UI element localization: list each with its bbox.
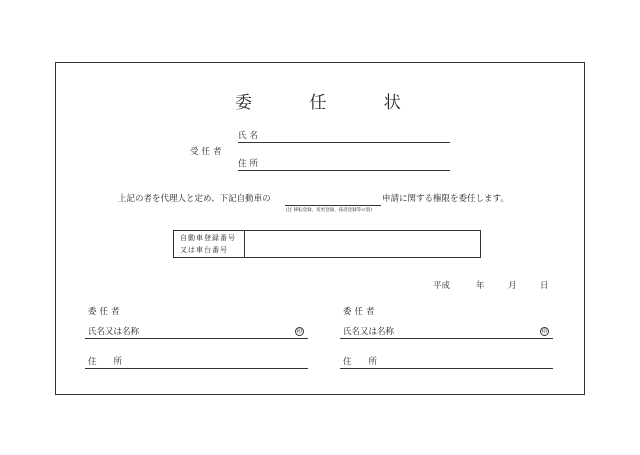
application-type-note: (注 移転登録、変更登録、抹消登録等の別) <box>286 208 372 213</box>
statement-after: 申請に関する権限を委任します。 <box>382 194 509 204</box>
grantor-right-name-line <box>340 338 553 339</box>
grantor-left-address-line <box>85 368 308 369</box>
grantee-name-label: 氏名 <box>238 131 262 141</box>
vehicle-label-line2: 又は車台番号 <box>180 246 228 254</box>
grantee-label: 受任者 <box>190 147 225 157</box>
grantor-left-seal: 印 <box>296 328 303 335</box>
grantor-right-label: 委任者 <box>343 307 378 317</box>
vehicle-label-line1: 自動車登録番号 <box>180 234 236 242</box>
grantor-right-name-label: 氏名又は名称 <box>343 327 395 337</box>
grantor-right-address-line <box>340 368 553 369</box>
date-day: 日 <box>540 281 549 291</box>
date-era: 平成 <box>433 281 451 291</box>
grantor-left-address-label: 住 所 <box>88 357 123 367</box>
grantee-name-line <box>238 142 450 143</box>
statement-before: 上記の者を代理人と定め、下記自動車の <box>118 194 271 204</box>
vehicle-number-box <box>173 230 481 258</box>
document-title: 委 任 状 <box>235 93 427 113</box>
date-month: 月 <box>508 281 517 291</box>
grantee-address-label: 住所 <box>238 159 262 169</box>
application-type-line <box>285 205 381 206</box>
grantor-left-name-label: 氏名又は名称 <box>88 327 140 337</box>
grantor-left-name-line <box>85 338 308 339</box>
grantee-address-line <box>238 170 450 171</box>
date-year: 年 <box>476 281 485 291</box>
grantor-left-label: 委任者 <box>88 307 123 317</box>
grantor-right-address-label: 住 所 <box>343 357 378 367</box>
vehicle-box-divider <box>244 231 245 257</box>
grantor-right-seal: 印 <box>541 328 548 335</box>
